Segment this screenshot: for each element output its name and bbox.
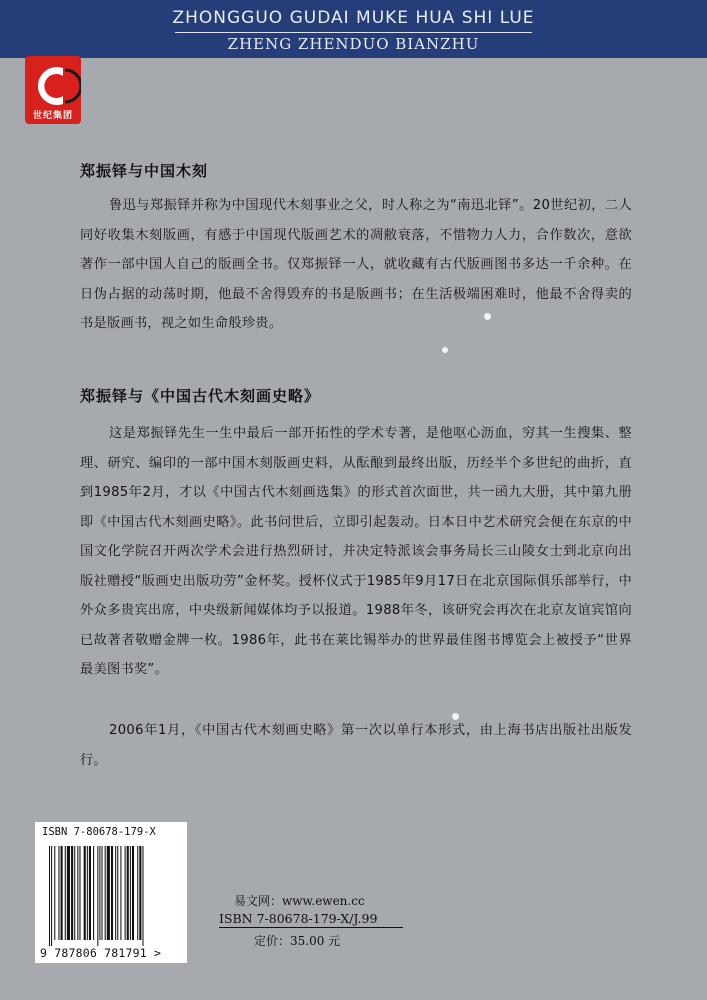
barcode-bar [130, 846, 131, 940]
barcode-bar [125, 846, 126, 940]
barcode-image [49, 846, 183, 946]
barcode-bar [87, 846, 88, 940]
section-heading-2: 郑振铎与《中国古代木刻画史略》 [80, 387, 321, 405]
barcode-bar [58, 846, 59, 940]
barcode-bar [65, 846, 66, 940]
scan-speck [484, 313, 491, 320]
barcode-bar [120, 846, 121, 940]
barcode-bar [79, 846, 80, 940]
barcode-bar [97, 846, 98, 946]
publisher-divider [219, 927, 403, 928]
barcode-bar [71, 846, 73, 940]
barcode-bar [107, 846, 110, 940]
barcode-bar [84, 846, 86, 940]
barcode-digits: 9 787806 781791 > [40, 946, 162, 960]
publisher-isbn-line: ISBN 7-80678-179-X/J.99 [219, 911, 378, 926]
section-2-paragraph-2: 2006年1月，《中国古代木刻画史略》第一次以单行本形式，由上海书店出版社出版发行。 [80, 723, 632, 768]
barcode-bar [49, 846, 50, 946]
barcode-bar [105, 846, 106, 940]
barcode-bar [142, 846, 143, 946]
barcode-bar [74, 846, 75, 940]
section-1-paragraph: 鲁迅与郑振铎并称为中国现代木刻事业之父，时人称之为“南迅北铎”。20世纪初，二人同好收集木刻版画，有感于中国现代版画艺术的凋敝衰落，不惜物力人力，合作数次，意欲著作一部中国人自己的版画全书。仅郑振铎一人，就收藏有古代版画图书多达一千余种。在日伪占据的动荡时期，他最不舍得毁弃的书是版画书；在生活极端困难时，他最不舍得卖的书是版画书，视之如生命般珍贵。 [80, 198, 632, 331]
barcode-bar [127, 846, 129, 940]
barcode-bar [89, 846, 91, 940]
section-2-paragraph-1: 这是郑振铎先生一生中最后一部开拓性的学术专著，是他呕心沥血，穷其一生搜集、整理、研究、编印的一部中国木刻版画史料，从酝酿到最终出版，历经半个多世纪的曲折，直到1985年2月，才以《中国古代木刻画选集》的形式首次面世，共一函九大册，其中第九册即《中国古代木刻画史略》。此书问世后，立即引起轰动。日本日中艺术研究会便在东京的中国文化学院召开两次学术会进行热烈研讨，并决定特派该会事务局长三山陵女士到北京向出版社赠授“版画史出版功劳”金杯奖。授杯仪式于1985年9月17日在北京国际俱乐部举行，中外众多贵宾出席，中央级新闻媒体均予以报道。1988年冬，该研究会再次在北京友谊宾馆向已故著者敬赠金牌一枚。1986年，此书在莱比锡举办的世界最佳图书博览会上被授予“世界最美图书奖”。 [80, 426, 632, 677]
barcode-bar [67, 846, 70, 940]
barcode-bar [54, 846, 55, 940]
publisher-price: 定价：35.00 元 [254, 934, 341, 948]
barcode-bar [132, 846, 134, 940]
barcode-bar [102, 846, 103, 940]
barcode-bar [93, 846, 94, 940]
scan-speck [442, 347, 448, 353]
barcode-bar [51, 846, 52, 946]
barcode-bar [77, 846, 78, 940]
author-pinyin: ZHENG ZHENDUO BIANZHU [227, 35, 480, 53]
barcode-bar [111, 846, 113, 940]
scan-speck [452, 713, 459, 720]
barcode-bar [99, 846, 100, 940]
barcode-bar [139, 846, 141, 940]
barcode-bar [61, 846, 63, 940]
section-heading-1: 郑振铎与中国木刻 [80, 162, 209, 180]
publisher-website: 易文网：www.ewen.cc [234, 894, 365, 908]
header-divider [175, 32, 532, 33]
barcode-isbn-label: ISBN 7-80678-179-X [42, 826, 156, 838]
publisher-logo-text: 世纪集团 [32, 111, 73, 121]
barcode-bar [115, 846, 116, 940]
barcode-bar [137, 846, 138, 940]
title-pinyin: ZHONGGUO GUDAI MUKE HUA SHI LUE [172, 8, 535, 28]
barcode-bar [117, 846, 118, 940]
